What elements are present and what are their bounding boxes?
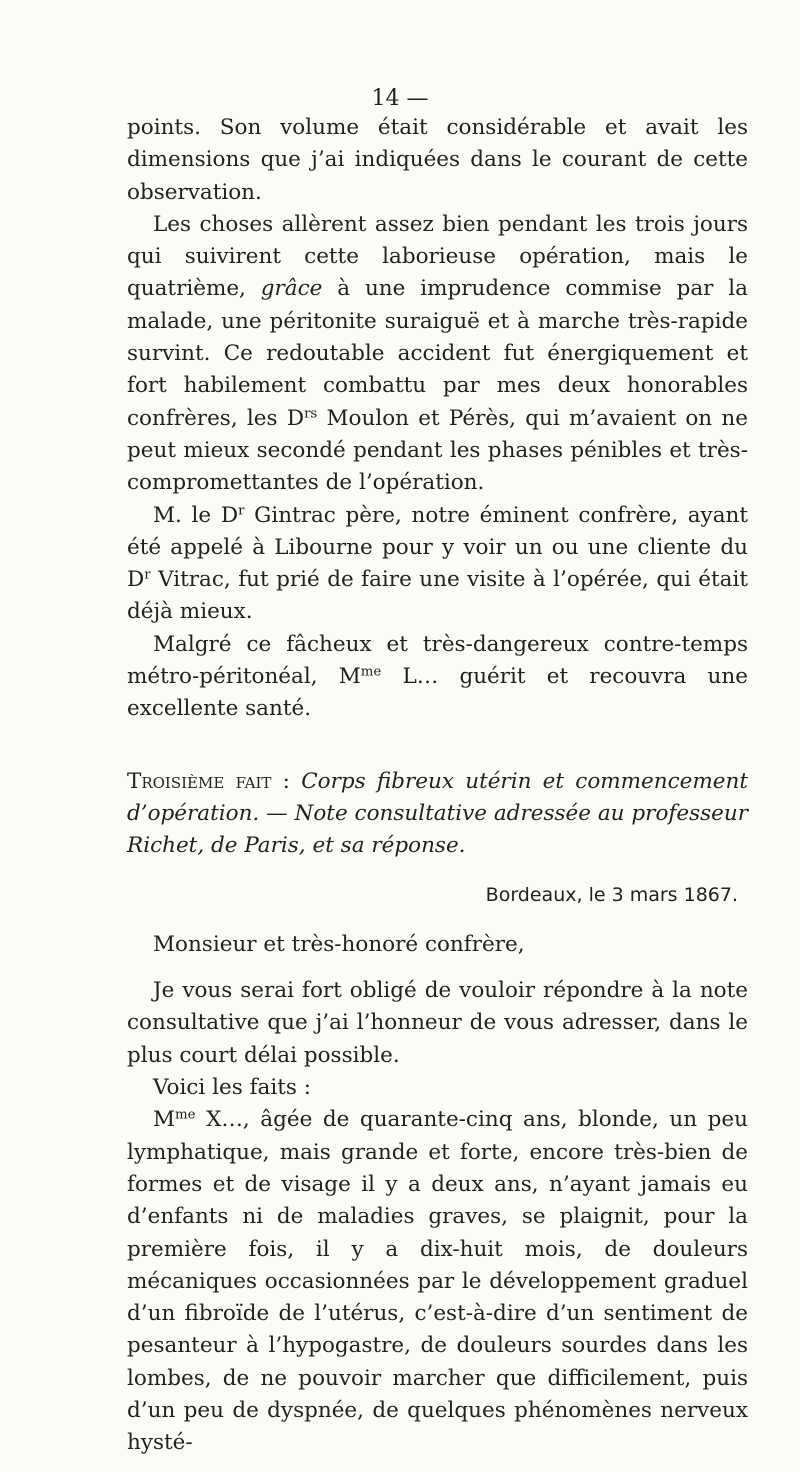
paragraph-recovery xyxy=(127,629,748,726)
paragraph-text: X…, âgée de quarante-cinq ans, blonde, un peu lymphatique, mais grande et forte, encore très-bien de formes et de visage il y a deux ans, n’ayant jamais eu d’enfants ni de maladies graves, se plaignit, pour la première fois, il y a dix-huit mois, de douleurs mécaniques occasionnées par le développement graduel d’un fibroïde de l’utérus, c’est-à-dire d’un sentiment de pesanteur à l’hypogastre, de douleurs sourdes dans les lombes, de ne pouvoir marcher que difficilement, puis d’un peu de dyspnée, de quelques phénomènes nerveux hysté- xyxy=(127,1107,748,1456)
paragraph-text: Moulon et Pérès, qui m’avaient on ne peut mieux secondé pendant les phases pénibles et très-compromettantes de l’opération. xyxy=(127,405,748,496)
section-separator: : xyxy=(271,768,302,794)
paragraph-gintrac xyxy=(127,500,748,629)
paragraph-continuation xyxy=(127,112,748,209)
letter-paragraph-patient xyxy=(127,1104,748,1459)
section-label: Troisième fait xyxy=(127,768,272,794)
letter-paragraph-request: Je vous serai fort obligé de vouloir répondre à la note consultative que j’ai l’honneur de vous adresser, dans le plus court délai possible. xyxy=(127,978,748,1068)
superscript: me xyxy=(175,1107,196,1123)
superscript: r xyxy=(144,567,151,583)
superscript: me xyxy=(360,664,382,680)
paragraph-text: M. le D xyxy=(153,502,239,528)
paragraph-text: à une imprudence commise par la malade, une péritonite suraiguë et à marche très-rapide survint. Ce redoutable accident fut énergiquement et fort habilement combattu par mes deux honorables confrères, les D xyxy=(127,276,749,431)
section-subtitle: — Note consultative adressée au professeur Richet, de Paris, et sa réponse. xyxy=(127,800,748,859)
body-text xyxy=(127,112,748,1460)
paragraph-text: Malgré ce fâcheux et très-dangereux contre-temps métro-péritonéal, M xyxy=(127,631,748,690)
page-number: 14 — xyxy=(371,86,429,111)
section-heading xyxy=(127,766,748,863)
paragraph-text: L… guérit et recouvra une excellente santé. xyxy=(127,664,748,722)
superscript: rs xyxy=(304,406,318,422)
paragraph-text: Vitrac, fut prié de faire une visite à l’opérée, qui était déjà mieux. xyxy=(127,567,748,625)
letter-dateline: Bordeaux, le 3 mars 1867. xyxy=(485,883,738,906)
letter-salutation: Monsieur et très-honoré confrère, xyxy=(153,931,525,957)
emphasis-word: grâce xyxy=(260,276,323,302)
paragraph-peritonitis xyxy=(127,209,748,500)
paragraph-text: points. Son volume était considérable et avait les dimensions que j’ai indiquées dans le courant de cette observation. xyxy=(127,115,748,205)
section-title: Corps fibreux utérin et commencement d’opération. xyxy=(127,768,748,826)
letter-paragraph-facts: Voici les faits : xyxy=(153,1075,311,1101)
paragraph-text: Les choses allèrent assez bien pendant les trois jours qui suivirent cette laborieuse opération, mais le quatrième, xyxy=(127,211,748,302)
superscript: r xyxy=(238,503,245,519)
paragraph-text: M xyxy=(153,1107,176,1133)
paragraph-text: Gintrac père, notre éminent confrère, ayant été appelé à Libourne pour y voir un ou une cliente du D xyxy=(127,502,748,593)
